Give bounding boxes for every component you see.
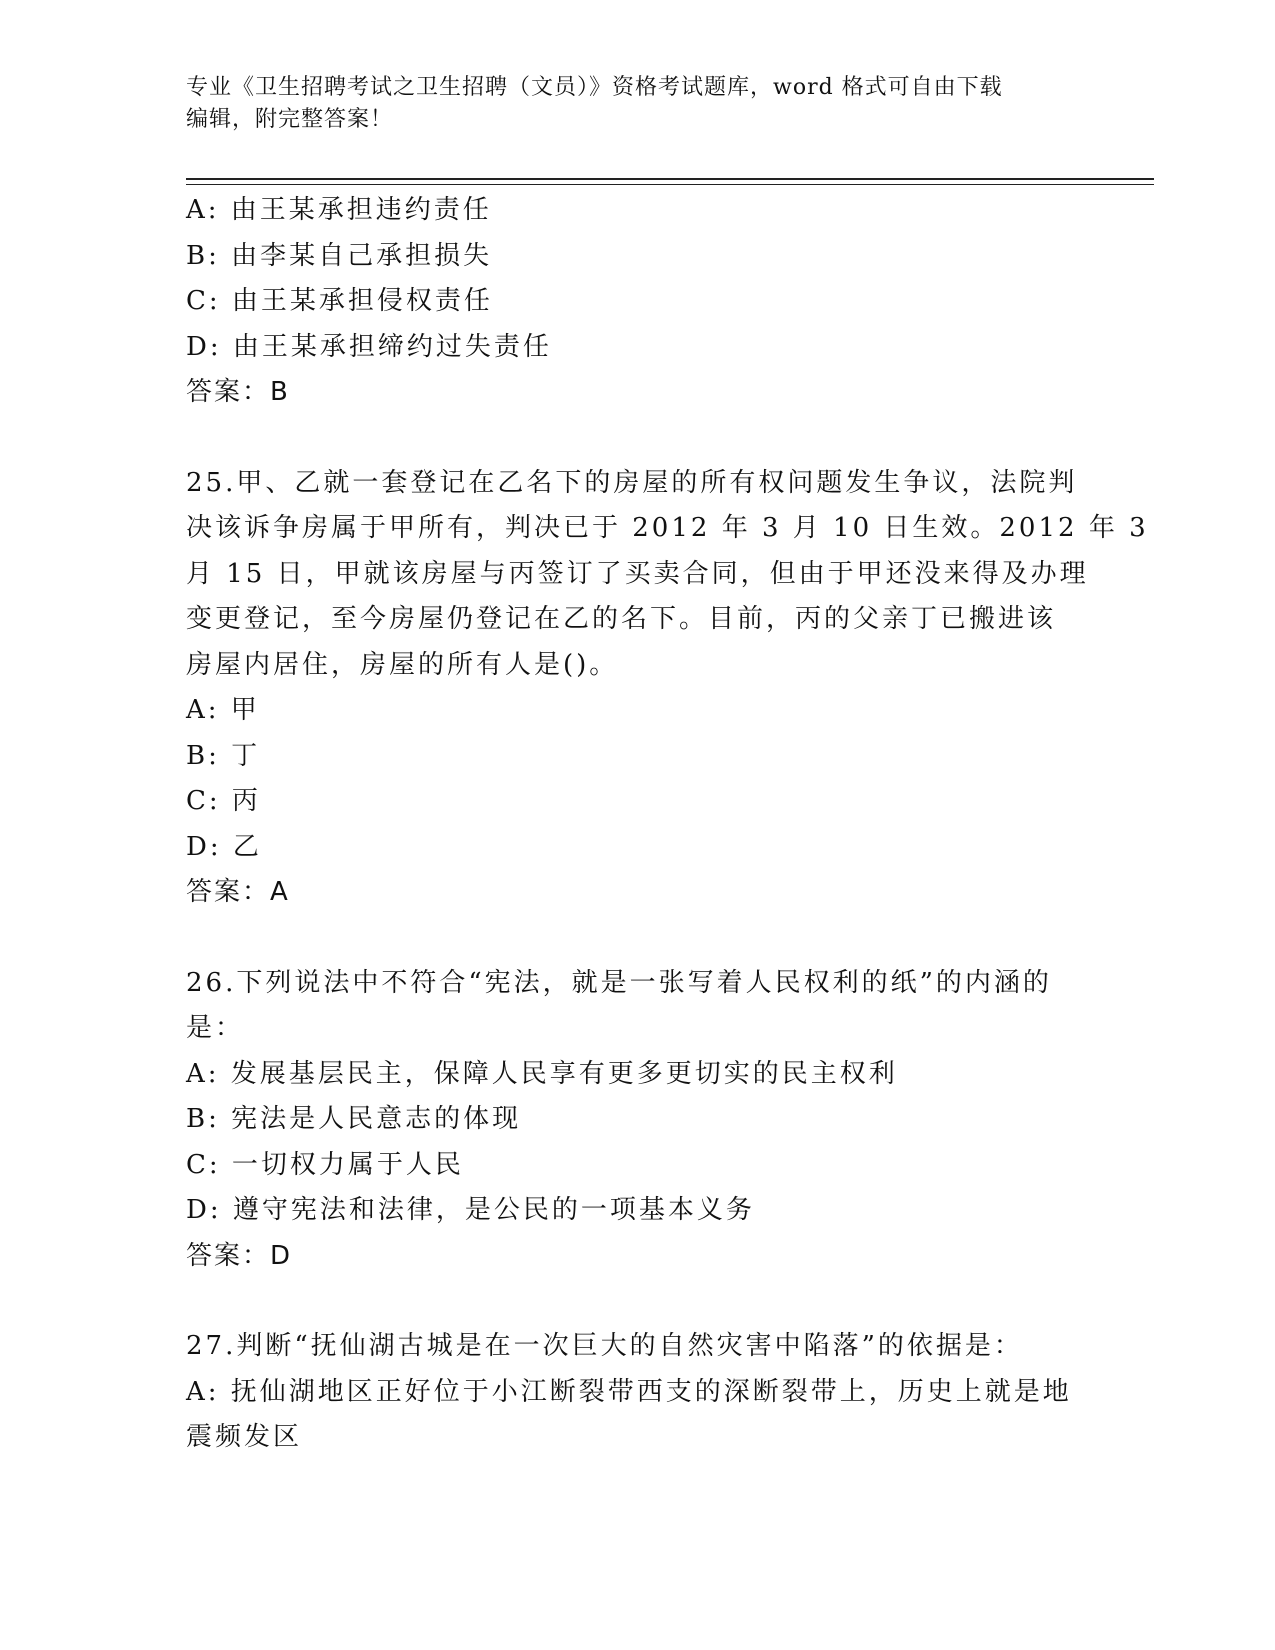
header-rule-thin (186, 184, 1154, 185)
q26-answer: 答案：D (186, 1240, 293, 1271)
q25-stem-line: 变更登记，至今房屋仍登记在乙的名下。目前，丙的父亲丁已搬进该 (186, 604, 1057, 634)
spacer (186, 416, 1066, 461)
q25-answer: 答案：A (186, 877, 290, 907)
q24-option-c: C: 由王某承担侵权责任 (186, 286, 493, 316)
document-header (186, 72, 1066, 136)
q26-stem-line: 26.下列说法中不符合“宪法，就是一张写着人民权利的纸”的内涵的 (186, 967, 1052, 998)
q26-option-b: B: 宪法是人民意志的体现 (186, 1104, 522, 1134)
q25-option-a: A: 甲 (186, 695, 260, 725)
q25-option-c: C: 丙 (186, 786, 261, 816)
question-25 (186, 461, 1149, 916)
spacer (186, 916, 1066, 961)
spacer (186, 1279, 1066, 1324)
q24-option-b: B: 由李某自己承担损失 (186, 240, 493, 271)
header-rule-thick (186, 178, 1154, 180)
q25-option-d: D: 乙 (186, 831, 262, 862)
q25-stem-line: 房屋内居住，房屋的所有人是()。 (186, 649, 619, 680)
q24-option-a: A: 由王某承担违约责任 (186, 195, 492, 225)
q25-option-b: B: 丁 (186, 740, 261, 771)
header-line-1: 专业《卫生招聘考试之卫生招聘（文员）》资格考试题库，word 格式可自由下载 (186, 75, 1003, 100)
q25-stem-line: 25.甲、乙就一套登记在乙名下的房屋的所有权问题发生争议，法院判 (186, 467, 1078, 498)
q27-option-a-line: A: 抚仙湖地区正好位于小江断裂带西支的深断裂带上，历史上就是地 (186, 1376, 1072, 1407)
q26-option-a: A: 发展基层民主，保障人民享有更多更切实的民主权利 (186, 1058, 898, 1089)
question-24 (186, 188, 1066, 416)
q24-option-d: D: 由王某承担缔约过失责任 (186, 331, 552, 362)
q25-stem-line: 决该诉争房属于甲所有，判决已于 2012 年 3 月 10 日生效。2012 年 3 (186, 513, 1149, 543)
q27-option-a-line: 震频发区 (186, 1422, 303, 1452)
question-content (186, 188, 1149, 1461)
q27-stem: 27.判断“抚仙湖古城是在一次巨大的自然灾害中陷落”的依据是： (186, 1331, 1023, 1361)
q26-option-d: D: 遵守宪法和法律，是公民的一项基本义务 (186, 1195, 755, 1225)
question-27 (186, 1324, 1072, 1461)
q25-stem-line: 月 15 日，甲就该房屋与丙签订了买卖合同，但由于甲还没来得及办理 (186, 558, 1089, 589)
q24-answer: 答案：B (186, 377, 290, 407)
q26-option-c: C: 一切权力属于人民 (186, 1149, 464, 1180)
q26-stem-line: 是： (186, 1013, 245, 1043)
header-line-2: 编辑，附完整答案！ (186, 107, 394, 132)
question-26 (186, 961, 1066, 1280)
